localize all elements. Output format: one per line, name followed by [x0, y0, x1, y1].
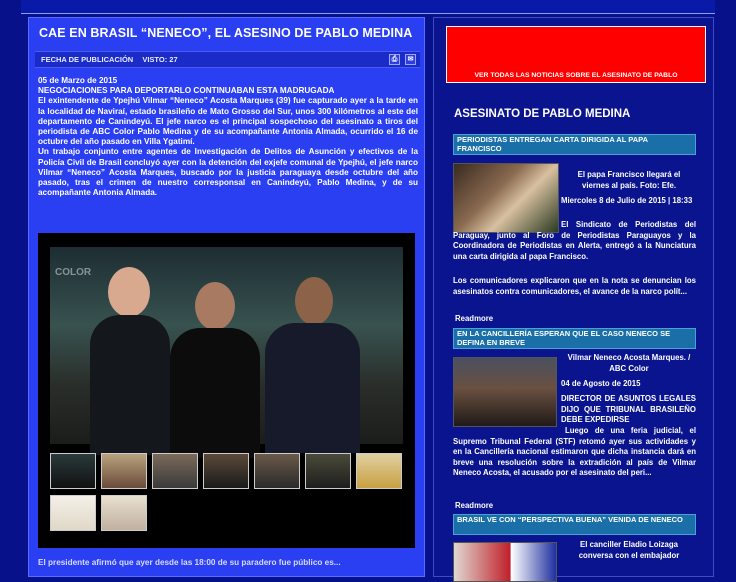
thumbnail-5[interactable]: [254, 453, 300, 489]
thumbnail-1[interactable]: [50, 453, 96, 489]
news-text-1b: Los comunicadores explicaron que en la nota se denuncian los asesinatos contra comunicadores, el avance de la narco polít...: [453, 276, 696, 296]
news-date-2: 04 de Agosto de 2015: [561, 379, 641, 388]
print-icon[interactable]: ⎙: [389, 54, 400, 65]
news-text-2b: Luego de una feria judicial, el Supremo Tribunal Federal (STF) retomó ayer sus actividades y en la Cancillería nacional estimaron que dicha instancia dará en breve una resolución sobre la extradición al país de Vilmar Neneco Acosta, el acusado por el asesinato del peri...: [453, 426, 696, 478]
readmore-link-1[interactable]: Readmore: [455, 314, 494, 323]
sidebar-section-title: ASESINATO DE PABLO MEDINA: [454, 108, 631, 120]
news-caption-2: Vilmar Neneco Acosta Marques. / ABC Color: [567, 353, 691, 373]
article-panel: [28, 17, 425, 577]
publication-date-label: FECHA DE PUBLICACIÓN: [41, 55, 134, 64]
photo-person-center: [170, 282, 260, 452]
email-icon[interactable]: ✉: [405, 54, 416, 65]
article-paragraph-2: Un trabajo conjunto entre agentes de Investigación de Delitos de Asunción y efectivos de la Policía Civil de Brasil concluyó ayer con la detención del exjefe comunal de Ypejhú, el jefe narco Vilmar “Neneco” Acosta Marques, buscado por la justicia paraguaya desde octubre del año pasado, tras el crimen de nuestro corresponsal en Canindeyú, Pablo Medina, y de su acompañante Antonia Almada.: [38, 147, 418, 198]
news-date-1: Miercoles 8 de Julio de 2015 | 18:33: [561, 196, 693, 205]
thumbnail-3[interactable]: [152, 453, 198, 489]
photo-gallery: [38, 233, 415, 548]
readmore-link-2[interactable]: Readmore: [455, 501, 494, 510]
thumbnail-4[interactable]: [203, 453, 249, 489]
news-headline-3[interactable]: BRASIL VE CON “PERSPECTIVA BUENA” VENIDA DE NENECO: [453, 514, 696, 535]
views-count: VISTO: 27: [142, 55, 178, 64]
photo-watermark: COLOR: [55, 267, 92, 278]
article-meta-bar: [35, 51, 420, 68]
news-headline-1[interactable]: PERIODISTAS ENTREGAN CARTA DIRIGIDA AL PAPA FRANCISCO: [453, 134, 696, 155]
article-body: [38, 76, 418, 198]
thumbnail-6[interactable]: [305, 453, 351, 489]
thumbnail-2[interactable]: [101, 453, 147, 489]
article-subtitle: NEGOCIACIONES PARA DEPORTARLO CONTINUABAN ESTA MADRUGADA: [38, 86, 335, 96]
thumbnail-9[interactable]: [101, 495, 147, 531]
article-date: 05 de Marzo de 2015: [38, 76, 118, 85]
photo-person-right: [265, 277, 360, 447]
all-news-banner-label[interactable]: VER TODAS LAS NOTICIAS SOBRE EL ASESINATO DE PABLO: [474, 72, 678, 79]
thumbnail-8[interactable]: [50, 495, 96, 531]
news-image-2[interactable]: [453, 357, 557, 427]
news-caption-1: El papa Francisco llegará el viernes al país. Foto: Efe.: [577, 170, 681, 190]
article-continuation: El presidente afirmó que ayer desde las 18:00 de su paradero fue público es...: [38, 558, 341, 567]
sidebar: [433, 17, 714, 577]
main-photo[interactable]: [50, 247, 403, 444]
news-text-1: El Sindicato de Periodistas del Paraguay, junto al Foro de Periodistas Paraguayos y la Coordinadora de Periodistas en Alerta, entregó a la Nunciatura una carta dirigida al papa Francisco.: [453, 220, 696, 261]
photo-person-left: [90, 267, 170, 447]
all-news-banner[interactable]: [446, 26, 706, 83]
news-image-3[interactable]: [453, 542, 557, 582]
article-paragraph-1: El exintendente de Ypejhú Vilmar “Neneco” Acosta Marques (39) fue capturado ayer a la tarde en la localidad de Naviraí, estado brasileño de Mato Grosso del Sur, unos 300 kilómetros al este del departamento de Canindeyú. El jefe narco es el principal sospechoso del asesinato a tiros del periodista de ABC Color Pablo Medina y de su acompañante Antonia Almada, ocurrido el 16 de octubre del año pasado en Villa Ygatimí.: [38, 96, 418, 147]
article-title[interactable]: CAE EN BRASIL “NENECO”, EL ASESINO DE PABLO MEDINA: [39, 26, 413, 40]
thumbnail-7[interactable]: [356, 453, 402, 489]
news-headline-2[interactable]: EN LA CANCILLERÍA ESPERAN QUE EL CASO NENECO SE DEFINA EN BREVE: [453, 328, 696, 349]
top-bar: [21, 0, 715, 14]
meta-icons: [389, 54, 416, 65]
news-text-2: DIRECTOR DE ASUNTOS LEGALES DIJO QUE TRIBUNAL BRASILEÑO DEBE EXPEDIRSE: [561, 394, 696, 425]
news-caption-3: El canciller Eladio Loizaga conversa con el embajador: [578, 540, 680, 560]
